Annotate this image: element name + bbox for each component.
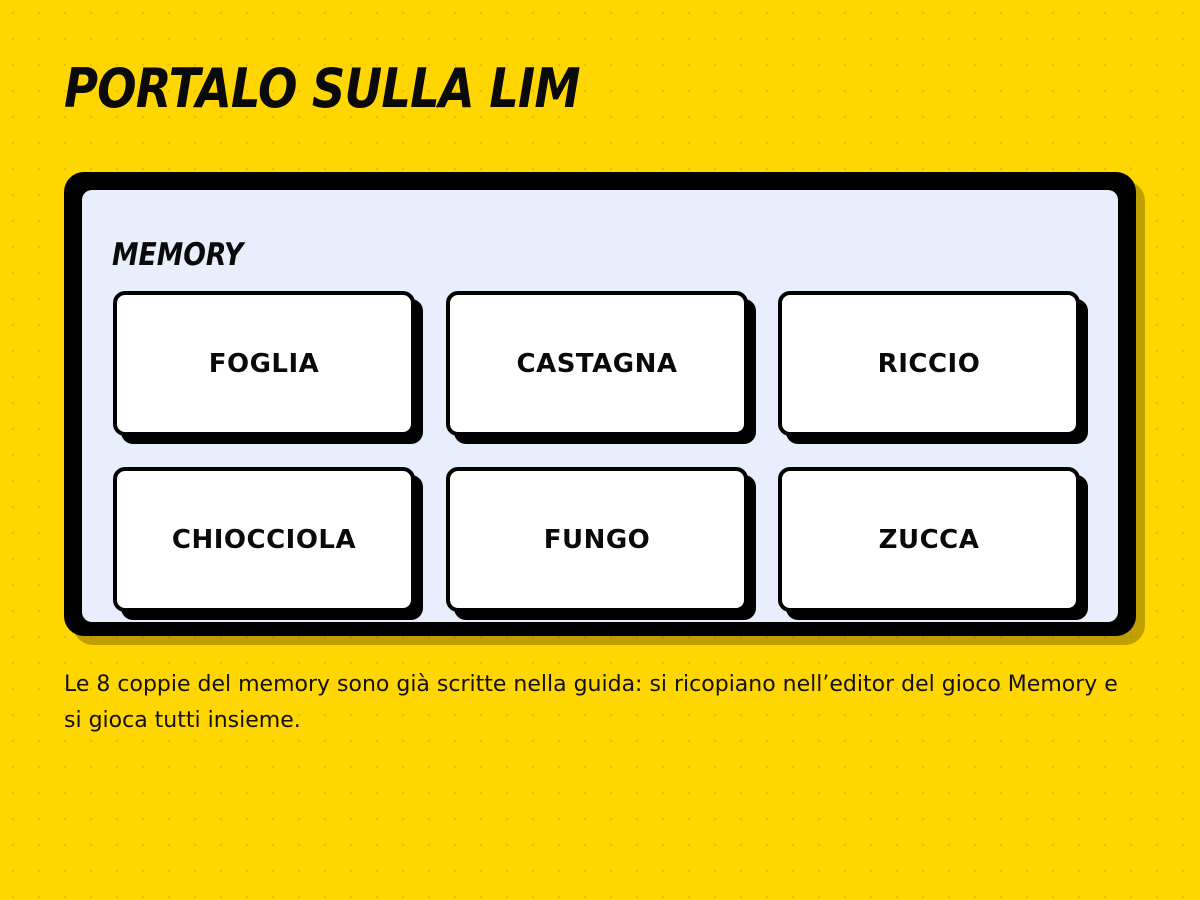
memory-card-zucca[interactable]: [778, 467, 1080, 612]
memory-card-foglia[interactable]: [113, 291, 415, 436]
memory-card-chiocciola[interactable]: [113, 467, 415, 612]
card-label: RICCIO: [877, 348, 981, 379]
card-label: CASTAGNA: [516, 348, 678, 379]
memory-board: [82, 190, 1118, 622]
card-label: FUNGO: [543, 524, 651, 555]
page-title: PORTALO SULLA LIM: [64, 57, 580, 120]
card-label: ZUCCA: [878, 524, 980, 555]
description-text: Le 8 coppie del memory sono già scritte nella guida: si ricopiano nell’editor del gioco Memory e si gioca tutti insieme.: [64, 672, 1118, 733]
memory-card-riccio[interactable]: [778, 291, 1080, 436]
game-title: MEMORY: [112, 237, 244, 273]
memory-card-fungo[interactable]: [446, 467, 748, 612]
card-label: CHIOCCIOLA: [171, 524, 357, 555]
memory-board-frame: [64, 172, 1136, 636]
card-label: FOGLIA: [208, 348, 320, 379]
memory-card-castagna[interactable]: [446, 291, 748, 436]
